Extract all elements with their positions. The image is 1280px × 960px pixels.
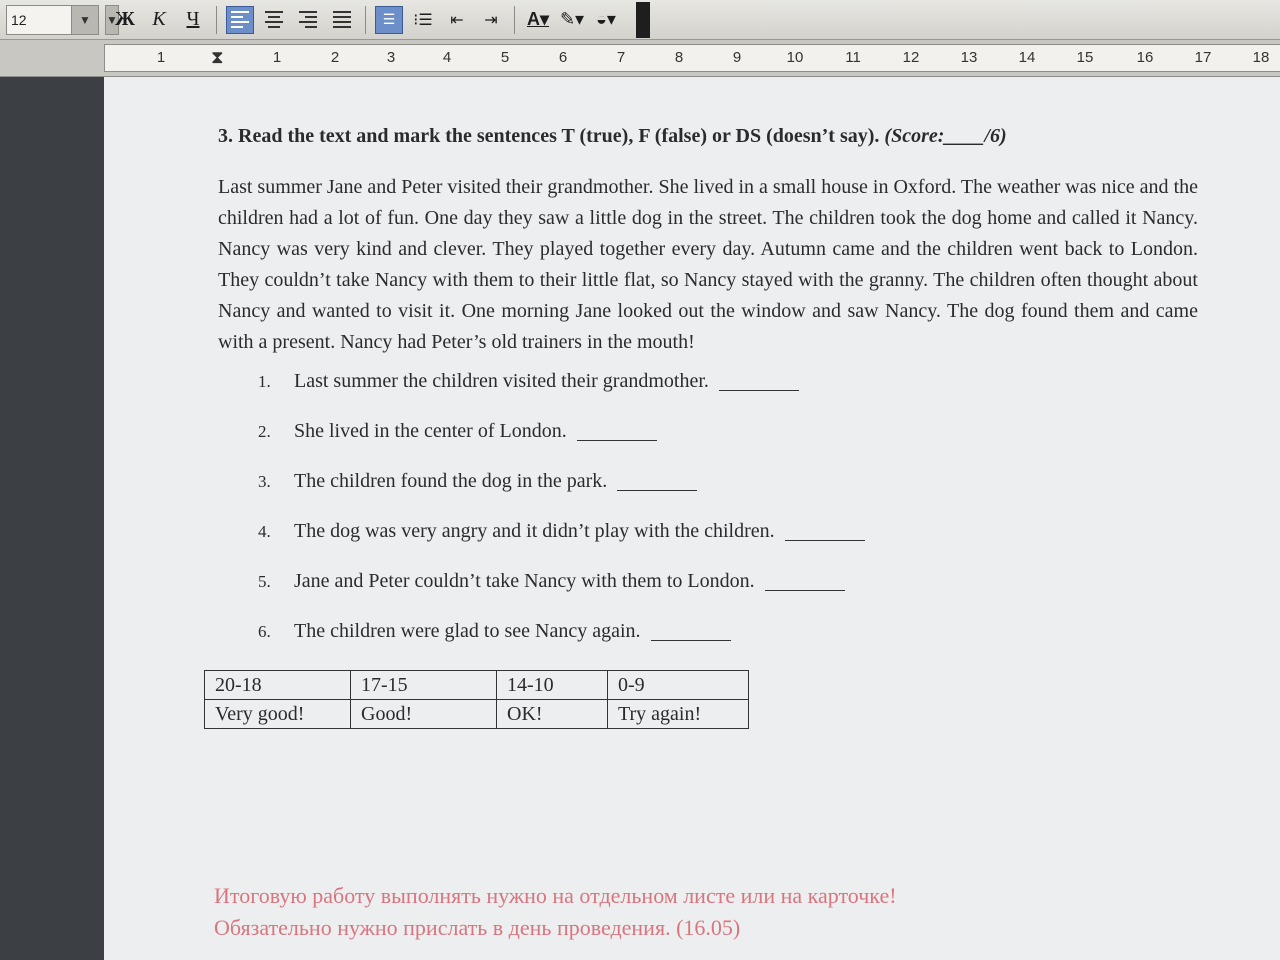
align-left-icon [231,11,249,28]
ruler-tick: 6 [558,49,568,66]
align-center-icon [265,11,283,28]
task-title [218,125,1198,148]
toolbar-divider [365,6,366,34]
answer-blank[interactable] [651,620,731,641]
question-number: 3. [258,472,271,491]
grade-range: 0-9 [608,671,749,700]
indent-marker-icon[interactable]: ⧗ [211,47,224,67]
formatting-toolbar [0,0,1280,40]
ruler-tick: 5 [500,49,510,66]
ruler-tick: 11 [845,49,861,66]
ruler-tick: 8 [674,49,684,66]
grading-table [204,670,749,729]
justify-icon [333,11,351,28]
ruler-tick: 9 [732,49,742,66]
grade-label: Very good! [205,700,351,729]
question-item [258,520,1198,570]
ruler-tick: 3 [386,49,396,66]
ruler-tick: 1 [156,49,166,66]
bulleted-list-button[interactable]: ⁝☰ [413,11,433,29]
grading-labels-row [205,700,749,729]
font-color-button[interactable]: A▾ [526,9,550,29]
grade-range: 20-18 [205,671,351,700]
question-list [218,370,1198,670]
chevron-down-icon[interactable]: ▼ [105,5,119,35]
ruler-tick: 16 [1136,49,1154,66]
document-body[interactable] [215,125,1198,729]
bold-button[interactable]: Ж [115,8,135,30]
grade-range: 17-15 [351,671,497,700]
question-text: Last summer the children visited their grandmother. [294,370,709,392]
numbered-list-button[interactable]: ☰ [375,6,403,34]
task-title-text: 3. Read the text and mark the sentences T (true), F (false) or DS (doesn’t say). [218,125,880,147]
ruler-bar [0,40,1280,77]
question-text: The dog was very angry and it didn’t play with the children. [294,520,775,542]
ruler-tick: 14 [1018,49,1036,66]
question-item [258,470,1198,520]
ruler-tick: 12 [902,49,920,66]
question-number: 2. [258,422,271,441]
answer-blank[interactable] [785,520,865,541]
ruler-tick: 13 [960,49,978,66]
font-size-value: 12 [11,11,27,28]
score-label: (Score:____/6) [884,125,1007,147]
ruler-tick: 10 [786,49,804,66]
ruler-tick: 4 [442,49,452,66]
question-item [258,570,1198,620]
toolbar-divider [514,6,515,34]
answer-blank[interactable] [617,470,697,491]
question-number: 6. [258,622,271,641]
question-text: The children were glad to see Nancy again. [294,620,641,642]
chevron-down-icon[interactable]: ▼ [71,6,98,34]
align-right-icon [299,11,317,28]
grade-label: OK! [497,700,608,729]
question-text: Jane and Peter couldn’t take Nancy with them to London. [294,570,755,592]
align-left-button[interactable] [226,6,254,34]
horizontal-ruler[interactable] [104,44,1280,72]
ruler-tick: 7 [616,49,626,66]
toolbar-edge [636,2,650,38]
ruler-tick: 1 [272,49,282,66]
question-text: She lived in the center of London. [294,420,567,442]
grading-ranges-row [205,671,749,700]
ruler-tick: 18 [1252,49,1270,66]
ruler-tick: 15 [1076,49,1094,66]
background-color-button[interactable]: ◒▾ [596,9,616,29]
notice-line-2: Обязательно нужно прислать в день проведения. (16.05) [214,915,741,940]
question-number: 4. [258,522,271,541]
question-item [258,370,1198,420]
justify-button[interactable] [328,6,356,34]
reading-passage: Last summer Jane and Peter visited their grandmother. She lived in a small house in Oxford. The weather was nice and the children had a lot of fun. One day they saw a little dog in the street. The children took the dog home and called it Nancy. Nancy was very kind and clever. They played together every day. Autumn came and the children went back to London. They couldn’t take Nancy with them to their little flat, so Nancy stayed with the granny. The children often thought about Nancy and wanted to visit it. One morning Jane looked out the window and saw Nancy. The dog found them and came with a present. Nancy had Peter’s old trainers in the mouth! [218,176,1198,353]
font-size-dropdown[interactable] [6,5,99,35]
grade-label: Try again! [608,700,749,729]
ruler-tick: 2 [330,49,340,66]
question-number: 5. [258,572,271,591]
highlight-button[interactable]: ✎▾ [559,9,585,29]
italic-button[interactable]: К [152,8,166,30]
ruler-tick: 17 [1194,49,1212,66]
decrease-indent-button[interactable]: ⇤ [450,11,464,29]
answer-blank[interactable] [765,570,845,591]
question-item [258,420,1198,470]
notice-line-1: Итоговую работу выполнять нужно на отдельном листе или на карточке! [214,883,897,908]
answer-blank[interactable] [719,370,799,391]
question-text: The children found the dog in the park. [294,470,608,492]
notice-text [214,880,1114,944]
question-number: 1. [258,372,271,391]
grade-range: 14-10 [497,671,608,700]
question-item [258,620,1198,670]
grade-label: Good! [351,700,497,729]
increase-indent-button[interactable]: ⇥ [484,11,498,29]
underline-button[interactable]: Ч [186,8,200,30]
align-right-button[interactable] [294,6,322,34]
answer-blank[interactable] [577,420,657,441]
align-center-button[interactable] [260,6,288,34]
toolbar-divider [216,6,217,34]
